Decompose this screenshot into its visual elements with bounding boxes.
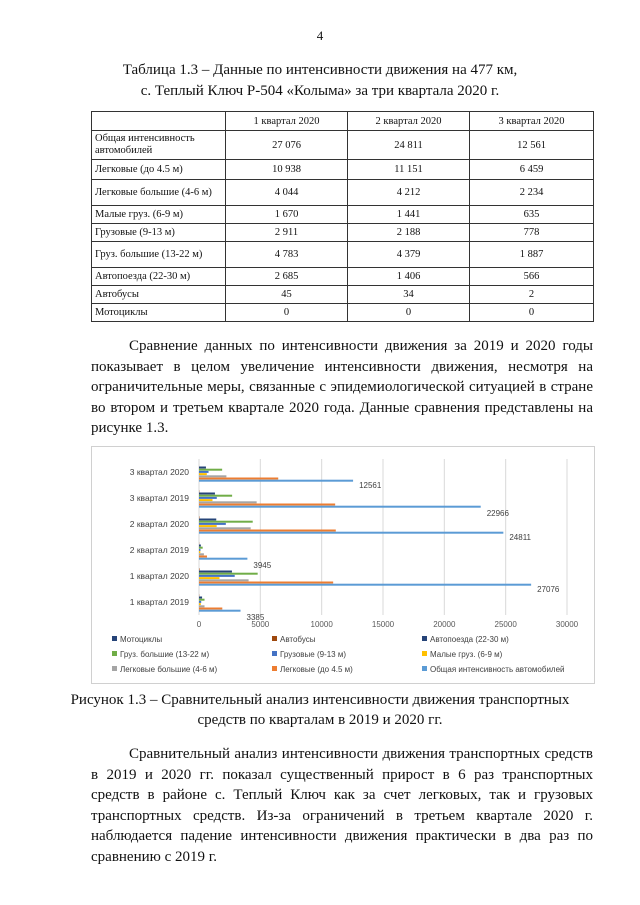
bar — [199, 577, 219, 579]
table-header-row — [92, 112, 594, 131]
table-cell-label: Автобусы — [92, 286, 226, 304]
table-header-q1: 1 квартал 2020 — [226, 112, 348, 131]
bar — [199, 571, 232, 573]
bar — [199, 532, 503, 534]
bar — [199, 499, 212, 501]
bar — [199, 558, 247, 560]
table-row — [92, 180, 594, 206]
data-label: 3385 — [246, 612, 265, 622]
bar — [199, 608, 222, 610]
table-cell-q2: 2 188 — [348, 224, 470, 242]
table-cell-q3: 1 887 — [470, 242, 594, 268]
legend-swatch — [112, 651, 117, 656]
bar — [199, 467, 206, 469]
bar — [199, 519, 216, 521]
table-header-empty — [92, 112, 226, 131]
table-cell-q1: 4 783 — [226, 242, 348, 268]
bar — [199, 523, 226, 525]
bar — [199, 525, 217, 527]
bar — [199, 582, 333, 584]
table-cell-label: Автопоезда (22-30 м) — [92, 268, 226, 286]
data-label: 12561 — [359, 480, 382, 490]
bar — [199, 480, 353, 482]
bar — [199, 599, 205, 601]
bar — [199, 469, 222, 471]
data-label: 22966 — [486, 508, 509, 518]
figure-caption-line1: Рисунок 1.3 – Сравнительный анализ интенсивности движения транспортных — [70, 692, 570, 708]
legend-label: Автопоезда (22-30 м) — [430, 635, 509, 644]
bar — [199, 601, 201, 603]
table-caption-line1: Таблица 1.3 – Данные по интенсивности движения на 477 км, — [122, 62, 518, 78]
table-cell-label: Общая интенсивность автомобилей — [92, 131, 226, 160]
bar — [199, 568, 200, 570]
y-category-label: 1 квартал 2020 — [129, 571, 189, 581]
x-tick-label: 10000 — [310, 620, 333, 629]
bar — [199, 473, 207, 475]
legend-swatch — [422, 651, 427, 656]
y-category-label: 2 квартал 2020 — [129, 519, 189, 529]
y-category-label: 1 квартал 2019 — [129, 597, 189, 607]
table-cell-q2: 1 441 — [348, 206, 470, 224]
table-cell-label: Малые груз. (6-9 м) — [92, 206, 226, 224]
table-cell-q2: 1 406 — [348, 268, 470, 286]
bar — [199, 603, 201, 605]
table-cell-q2: 0 — [348, 304, 470, 322]
chart-container — [91, 446, 595, 684]
table-cell-q1: 2 911 — [226, 224, 348, 242]
table-cell-q3: 635 — [470, 206, 594, 224]
table-cell-label: Грузовые (9-13 м) — [92, 224, 226, 242]
legend-swatch — [112, 636, 117, 641]
table-cell-label: Мотоциклы — [92, 304, 226, 322]
bar — [199, 501, 257, 503]
page-number: 4 — [316, 28, 324, 43]
table-cell-q1: 4 044 — [226, 180, 348, 206]
table-row — [92, 304, 594, 322]
legend-swatch — [272, 651, 277, 656]
legend-swatch — [272, 636, 277, 641]
legend-swatch — [422, 636, 427, 641]
bar — [199, 549, 200, 551]
data-label: 27076 — [537, 584, 560, 594]
table-cell-q1: 0 — [226, 304, 348, 322]
data-label: 3945 — [253, 560, 272, 570]
table-cell-q2: 24 811 — [348, 131, 470, 160]
bar — [199, 573, 258, 575]
table-cell-q2: 4 379 — [348, 242, 470, 268]
bar — [199, 551, 200, 553]
bar — [199, 478, 278, 480]
bar — [199, 579, 249, 581]
legend-label: Груз. большие (13-22 м) — [120, 650, 210, 659]
legend-label: Легковые (до 4.5 м) — [280, 665, 353, 674]
table-cell-q2: 4 212 — [348, 180, 470, 206]
table-cell-q3: 0 — [470, 304, 594, 322]
bar — [199, 495, 232, 497]
table-cell-q3: 2 234 — [470, 180, 594, 206]
paragraph-analysis: Сравнительный анализ интенсивности движения транспортных средств в 2019 и 2020 гг. показал существенный прирост в 6 раз транспортных средств в районе с. Теплый Ключ как за счет легковых, так и грузовых транспортных средств. Из-за ограничений в третьем квартале 2020 г. наблюдается падение интенсивности движения практически в два раз по сравнению с 2019 г. — [91, 746, 593, 865]
table-row — [92, 206, 594, 224]
table-row — [92, 160, 594, 180]
bar — [199, 610, 241, 612]
table-cell-label: Груз. большие (13-22 м) — [92, 242, 226, 268]
bar — [199, 506, 481, 508]
table-cell-q1: 45 — [226, 286, 348, 304]
legend-label: Легковые большие (4-6 м) — [120, 665, 218, 674]
x-tick-label: 0 — [196, 620, 202, 629]
table-row — [92, 286, 594, 304]
bar — [199, 584, 531, 586]
paragraph-comparison: Сравнение данных по интенсивности движения за 2019 и 2020 годы показывает в целом увеличение интенсивности движения, несмотря на ограничительные меры, связанные с эпидемиологической ситуацией в стране во втором и третьем квартале 2020 года. Данные сравнения представлены на рисунке 1.3. — [91, 338, 593, 436]
y-category-label: 3 квартал 2020 — [129, 467, 189, 477]
traffic-table — [91, 111, 594, 322]
bar — [199, 547, 203, 549]
table-cell-q2: 11 151 — [348, 160, 470, 180]
table-cell-label: Легковые (до 4.5 м) — [92, 160, 226, 180]
bar — [199, 556, 207, 558]
table-cell-q1: 27 076 — [226, 131, 348, 160]
x-tick-label: 20000 — [433, 620, 456, 629]
legend-label: Общая интенсивность автомобилей — [430, 665, 565, 674]
bar — [199, 521, 253, 523]
figure-caption-line2: средств по кварталам в 2019 и 2020 гг. — [197, 712, 443, 728]
table-cell-label: Легковые большие (4-6 м) — [92, 180, 226, 206]
legend-swatch — [272, 666, 277, 671]
table-cell-q1: 2 685 — [226, 268, 348, 286]
bar — [199, 530, 336, 532]
bar — [199, 605, 205, 607]
table-row — [92, 242, 594, 268]
y-category-label: 3 квартал 2019 — [129, 493, 189, 503]
bar — [199, 504, 335, 506]
bar-chart — [92, 447, 594, 683]
bar — [199, 553, 204, 555]
table-cell-q3: 6 459 — [470, 160, 594, 180]
table-caption-line2: с. Теплый Ключ Р-504 «Колыма» за три квартала 2020 г. — [140, 83, 500, 99]
y-category-label: 2 квартал 2019 — [129, 545, 189, 555]
figure-caption — [0, 690, 640, 730]
bar — [199, 475, 226, 477]
legend-label: Малые груз. (6-9 м) — [430, 650, 503, 659]
table-row — [92, 268, 594, 286]
x-tick-label: 30000 — [555, 620, 579, 629]
bar — [199, 597, 202, 599]
table-cell-q1: 10 938 — [226, 160, 348, 180]
bar — [199, 527, 251, 529]
legend-label: Грузовые (9-13 м) — [280, 650, 347, 659]
table-row — [92, 131, 594, 160]
bar — [199, 575, 235, 577]
table-header-q2: 2 квартал 2020 — [348, 112, 470, 131]
bar — [199, 493, 215, 495]
legend-label: Автобусы — [280, 635, 316, 644]
x-tick-label: 25000 — [494, 620, 517, 629]
bar — [199, 471, 209, 473]
table-cell-q1: 1 670 — [226, 206, 348, 224]
table-caption — [0, 60, 640, 102]
legend-label: Мотоциклы — [120, 635, 163, 644]
table-header-q3: 3 квартал 2020 — [470, 112, 594, 131]
table-cell-q3: 566 — [470, 268, 594, 286]
table-cell-q2: 34 — [348, 286, 470, 304]
bar — [199, 497, 217, 499]
data-label: 24811 — [509, 532, 532, 542]
table-row — [92, 224, 594, 242]
x-tick-label: 15000 — [371, 620, 395, 629]
x-tick-label: 5000 — [251, 620, 270, 629]
table-cell-q3: 778 — [470, 224, 594, 242]
legend-swatch — [422, 666, 427, 671]
bar — [199, 545, 201, 547]
table-cell-q3: 2 — [470, 286, 594, 304]
table-cell-q3: 12 561 — [470, 131, 594, 160]
legend-swatch — [112, 666, 117, 671]
